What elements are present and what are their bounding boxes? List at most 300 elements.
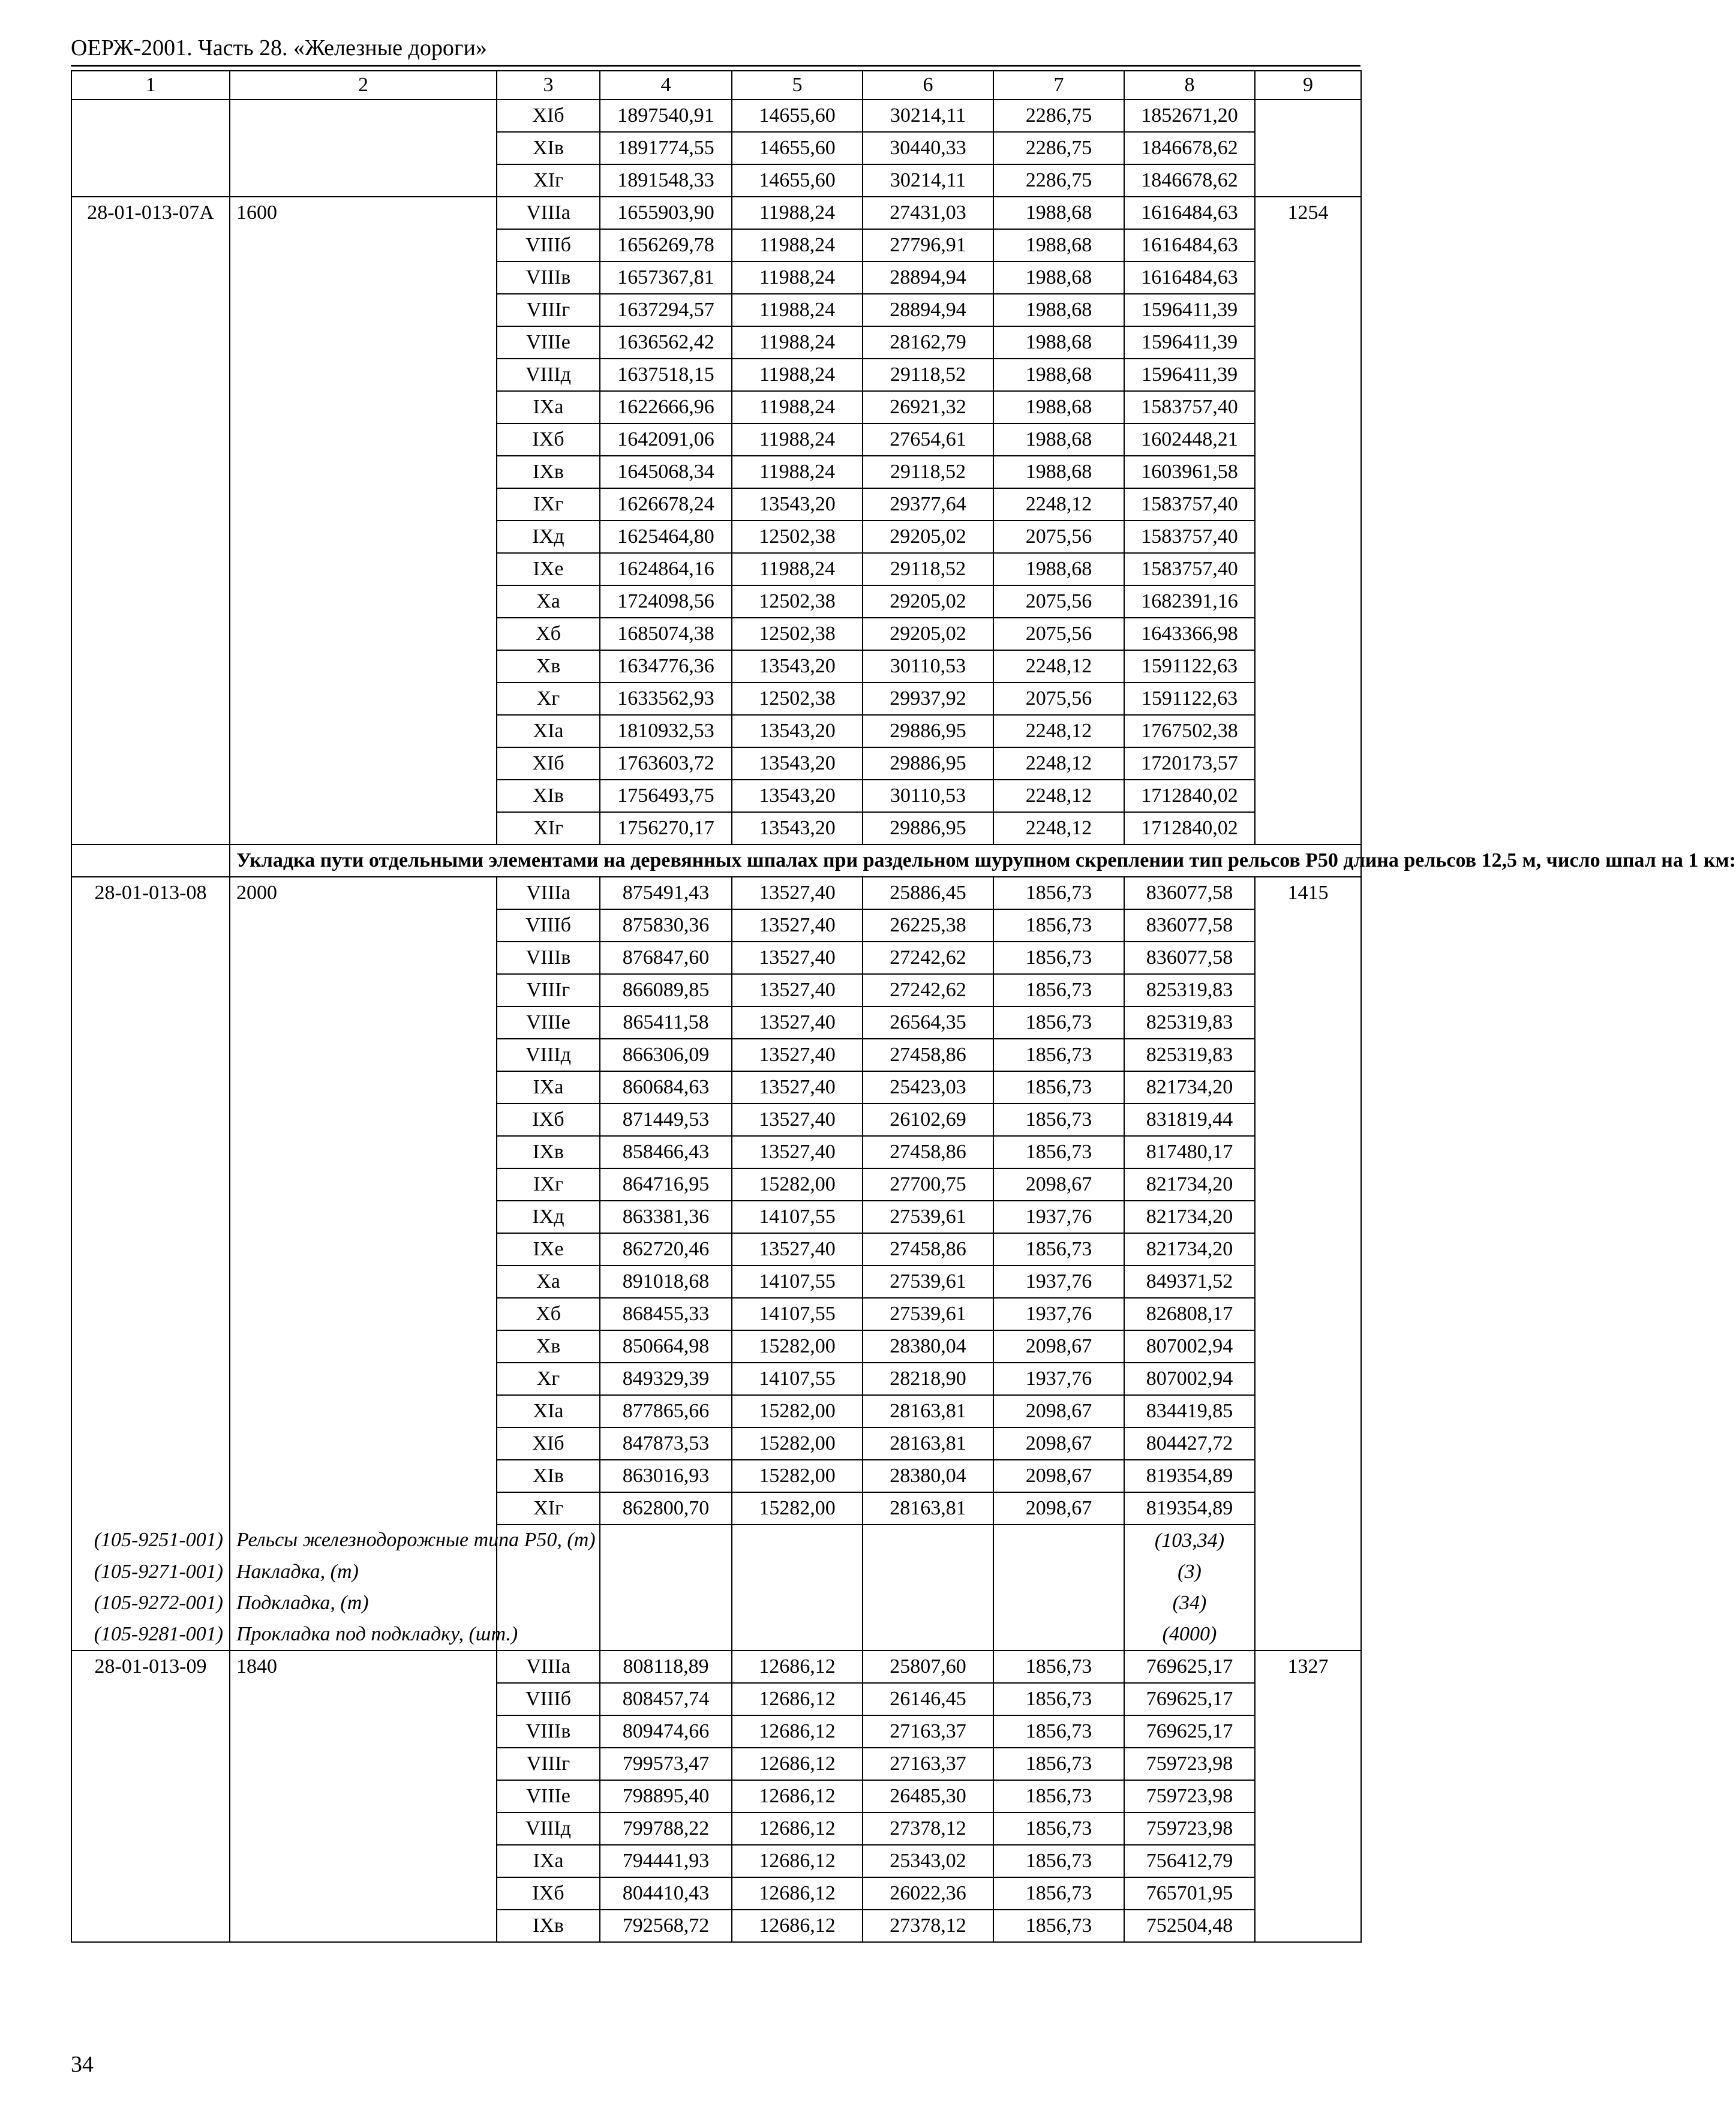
operator-wages: 1856,73 <box>993 1006 1124 1039</box>
table-row <box>71 585 1361 618</box>
labor-cost <box>1255 1492 1361 1525</box>
column-number-row <box>71 71 1361 100</box>
machine-cost: 30440,33 <box>863 132 993 164</box>
sleeper-count <box>230 262 497 294</box>
table-row <box>71 1651 1361 1683</box>
ballast-class: VIIIа <box>497 1651 600 1683</box>
sleeper-count <box>230 553 497 585</box>
wages: 12686,12 <box>732 1845 863 1877</box>
wages: 12686,12 <box>732 1780 863 1813</box>
machine-cost: 26921,32 <box>863 391 993 423</box>
ballast-class: XIг <box>497 1492 600 1525</box>
rate-code <box>71 1910 230 1942</box>
total-cost: 1636562,42 <box>600 326 732 359</box>
section-spacer <box>71 844 230 877</box>
wages: 12686,12 <box>732 1813 863 1845</box>
resource-name: Рельсы железнодорожные типа Р50, (т) <box>230 1525 497 1556</box>
operator-wages: 2098,67 <box>993 1427 1124 1460</box>
total-cost: 1891774,55 <box>600 132 732 164</box>
ballast-class: VIIIа <box>497 197 600 229</box>
total-cost: 875491,43 <box>600 877 732 909</box>
rate-code: 28-01-013-07А <box>71 197 230 229</box>
materials-cost: 825319,83 <box>1124 1039 1255 1071</box>
table-row <box>71 1715 1361 1748</box>
table-row <box>71 1104 1361 1136</box>
materials-cost: 769625,17 <box>1124 1651 1255 1683</box>
labor-cost <box>1255 1363 1361 1395</box>
table-row <box>71 1683 1361 1715</box>
materials-cost: 825319,83 <box>1124 974 1255 1006</box>
machine-cost: 27163,37 <box>863 1748 993 1780</box>
ballast-class: IXг <box>497 1168 600 1201</box>
materials-cost: 804427,72 <box>1124 1427 1255 1460</box>
rate-code <box>71 909 230 942</box>
total-cost: 808118,89 <box>600 1651 732 1683</box>
resource-value: (103,34) <box>1124 1525 1255 1556</box>
column-number: 1 <box>71 71 230 100</box>
ballast-class: XIв <box>497 1460 600 1492</box>
sleeper-count: 1840 <box>230 1651 497 1683</box>
sleeper-count <box>230 1780 497 1813</box>
materials-cost: 849371,52 <box>1124 1266 1255 1298</box>
ballast-class: XIб <box>497 1427 600 1460</box>
materials-cost: 834419,85 <box>1124 1395 1255 1427</box>
ballast-class: XIб <box>497 100 600 132</box>
total-cost: 862720,46 <box>600 1233 732 1266</box>
ballast-class: VIIIа <box>497 877 600 909</box>
materials-cost: 817480,17 <box>1124 1136 1255 1168</box>
total-cost: 864716,95 <box>600 1168 732 1201</box>
operator-wages: 1988,68 <box>993 326 1124 359</box>
wages: 13527,40 <box>732 1006 863 1039</box>
ballast-class: IXа <box>497 391 600 423</box>
table-row <box>71 1780 1361 1813</box>
empty-cell <box>732 1588 863 1619</box>
rate-code <box>71 1006 230 1039</box>
table-row <box>71 1298 1361 1330</box>
total-cost: 1897540,91 <box>600 100 732 132</box>
rate-code <box>71 1363 230 1395</box>
materials-cost: 836077,58 <box>1124 942 1255 974</box>
rate-code <box>71 812 230 844</box>
materials-cost: 1583757,40 <box>1124 521 1255 553</box>
empty-cell <box>497 1588 600 1619</box>
materials-cost: 1583757,40 <box>1124 488 1255 521</box>
operator-wages: 1856,73 <box>993 1233 1124 1266</box>
operator-wages: 2098,67 <box>993 1492 1124 1525</box>
total-cost: 847873,53 <box>600 1427 732 1460</box>
machine-cost: 28894,94 <box>863 294 993 326</box>
machine-cost: 29937,92 <box>863 683 993 715</box>
section-row <box>71 844 1361 877</box>
ballast-class: Xг <box>497 683 600 715</box>
table-row <box>71 553 1361 585</box>
materials-cost: 1852671,20 <box>1124 100 1255 132</box>
materials-cost: 769625,17 <box>1124 1715 1255 1748</box>
operator-wages: 2248,12 <box>993 747 1124 780</box>
operator-wages: 1988,68 <box>993 294 1124 326</box>
ballast-class: VIIIе <box>497 1006 600 1039</box>
rate-code <box>71 1877 230 1910</box>
labor-cost <box>1255 1813 1361 1845</box>
operator-wages: 1988,68 <box>993 229 1124 262</box>
total-cost: 858466,43 <box>600 1136 732 1168</box>
ballast-class: VIIIб <box>497 909 600 942</box>
labor-cost: 1415 <box>1255 877 1361 909</box>
wages: 11988,24 <box>732 456 863 488</box>
rate-code <box>71 456 230 488</box>
labor-cost <box>1255 747 1361 780</box>
materials-cost: 1602448,21 <box>1124 423 1255 456</box>
machine-cost: 29118,52 <box>863 359 993 391</box>
machine-cost: 27378,12 <box>863 1813 993 1845</box>
table-row <box>71 391 1361 423</box>
rate-code <box>71 1492 230 1525</box>
operator-wages: 1856,73 <box>993 1136 1124 1168</box>
operator-wages: 2075,56 <box>993 521 1124 553</box>
total-cost: 1756270,17 <box>600 812 732 844</box>
rate-code <box>71 1845 230 1877</box>
wages: 14655,60 <box>732 132 863 164</box>
machine-cost: 25423,03 <box>863 1071 993 1104</box>
section-title: Укладка пути отдельными элементами на деревянных шпалах при раздельном шурупном скреплении тип рельсов Р50 длина рельсов 12,5 м, число шпал на 1 км: <box>230 844 1361 877</box>
resource-name: Прокладка под подкладку, (шт.) <box>230 1619 497 1651</box>
ballast-class: XIг <box>497 812 600 844</box>
empty-cell <box>993 1588 1124 1619</box>
materials-cost: 1591122,63 <box>1124 650 1255 683</box>
materials-cost: 1767502,38 <box>1124 715 1255 747</box>
table-row <box>71 1330 1361 1363</box>
machine-cost: 29377,64 <box>863 488 993 521</box>
total-cost: 804410,43 <box>600 1877 732 1910</box>
wages: 12686,12 <box>732 1877 863 1910</box>
machine-cost: 27378,12 <box>863 1910 993 1942</box>
operator-wages: 1856,73 <box>993 1748 1124 1780</box>
operator-wages: 1937,76 <box>993 1201 1124 1233</box>
labor-cost <box>1255 1201 1361 1233</box>
total-cost: 863381,36 <box>600 1201 732 1233</box>
wages: 11988,24 <box>732 229 863 262</box>
table-row <box>71 1071 1361 1104</box>
materials-cost: 1682391,16 <box>1124 585 1255 618</box>
materials-cost: 765701,95 <box>1124 1877 1255 1910</box>
table-row <box>71 618 1361 650</box>
operator-wages: 2075,56 <box>993 618 1124 650</box>
sleeper-count <box>230 1395 497 1427</box>
total-cost: 1633562,93 <box>600 683 732 715</box>
rate-code <box>71 294 230 326</box>
resource-code: (105-9281-001) <box>71 1619 230 1651</box>
rate-code <box>71 780 230 812</box>
ballast-class: IXд <box>497 1201 600 1233</box>
rate-code <box>71 521 230 553</box>
operator-wages: 2098,67 <box>993 1460 1124 1492</box>
operator-wages: 2098,67 <box>993 1395 1124 1427</box>
resource-value: (3) <box>1124 1556 1255 1588</box>
sleeper-count <box>230 1845 497 1877</box>
rate-code <box>71 683 230 715</box>
wages: 12686,12 <box>732 1683 863 1715</box>
labor-cost: 1254 <box>1255 197 1361 229</box>
table-row <box>71 359 1361 391</box>
materials-cost: 759723,98 <box>1124 1813 1255 1845</box>
table-row <box>71 1006 1361 1039</box>
ballast-class: XIв <box>497 132 600 164</box>
machine-cost: 25343,02 <box>863 1845 993 1877</box>
operator-wages: 1856,73 <box>993 1780 1124 1813</box>
rate-code <box>71 1427 230 1460</box>
table-row <box>71 262 1361 294</box>
operator-wages: 1856,73 <box>993 1071 1124 1104</box>
empty-cell <box>1255 1556 1361 1588</box>
labor-cost <box>1255 1168 1361 1201</box>
machine-cost: 28163,81 <box>863 1395 993 1427</box>
labor-cost <box>1255 391 1361 423</box>
wages: 12502,38 <box>732 521 863 553</box>
sleeper-count <box>230 423 497 456</box>
rate-code <box>71 1104 230 1136</box>
table-row <box>71 229 1361 262</box>
page-number: 34 <box>71 2052 94 2077</box>
total-cost: 1655903,90 <box>600 197 732 229</box>
materials-cost: 1603961,58 <box>1124 456 1255 488</box>
materials-cost: 1596411,39 <box>1124 294 1255 326</box>
sleeper-count: 2000 <box>230 877 497 909</box>
machine-cost: 29205,02 <box>863 618 993 650</box>
total-cost: 849329,39 <box>600 1363 732 1395</box>
sleeper-count <box>230 585 497 618</box>
wages: 13527,40 <box>732 877 863 909</box>
sleeper-count <box>230 521 497 553</box>
operator-wages: 1856,73 <box>993 1715 1124 1748</box>
table-row <box>71 1877 1361 1910</box>
operator-wages: 1988,68 <box>993 456 1124 488</box>
operator-wages: 2098,67 <box>993 1168 1124 1201</box>
table-row <box>71 456 1361 488</box>
table-body <box>71 71 1736 1942</box>
resource-row <box>71 1525 1361 1556</box>
labor-cost <box>1255 1039 1361 1071</box>
machine-cost: 27539,61 <box>863 1266 993 1298</box>
wages: 15282,00 <box>732 1427 863 1460</box>
sleeper-count <box>230 618 497 650</box>
page-header-title: ОЕРЖ-2001. Часть 28. «Железные дороги» <box>71 35 487 61</box>
empty-cell <box>1255 1619 1361 1651</box>
wages: 13543,20 <box>732 488 863 521</box>
ballast-class: Xг <box>497 1363 600 1395</box>
operator-wages: 1937,76 <box>993 1363 1124 1395</box>
sleeper-count <box>230 1071 497 1104</box>
empty-cell <box>600 1525 732 1556</box>
sleeper-count <box>230 1039 497 1071</box>
operator-wages: 1988,68 <box>993 423 1124 456</box>
materials-cost: 831819,44 <box>1124 1104 1255 1136</box>
labor-cost <box>1255 1330 1361 1363</box>
machine-cost: 29118,52 <box>863 553 993 585</box>
wages: 15282,00 <box>732 1492 863 1525</box>
labor-cost <box>1255 1427 1361 1460</box>
materials-cost: 1643366,98 <box>1124 618 1255 650</box>
resource-code: (105-9272-001) <box>71 1588 230 1619</box>
table-row <box>71 780 1361 812</box>
wages: 13543,20 <box>732 812 863 844</box>
ballast-class: IXв <box>497 456 600 488</box>
total-cost: 792568,72 <box>600 1910 732 1942</box>
wages: 13543,20 <box>732 747 863 780</box>
total-cost: 1891548,33 <box>600 164 732 197</box>
operator-wages: 2248,12 <box>993 812 1124 844</box>
machine-cost: 27242,62 <box>863 974 993 1006</box>
empty-cell <box>863 1556 993 1588</box>
empty-cell <box>1255 1525 1361 1556</box>
operator-wages: 2098,67 <box>993 1330 1124 1363</box>
labor-cost <box>1255 164 1361 197</box>
wages: 12502,38 <box>732 683 863 715</box>
table-row <box>71 423 1361 456</box>
total-cost: 877865,66 <box>600 1395 732 1427</box>
table-row <box>71 488 1361 521</box>
column-number: 4 <box>600 71 732 100</box>
wages: 13543,20 <box>732 715 863 747</box>
table-row <box>71 1233 1361 1266</box>
operator-wages: 1856,73 <box>993 974 1124 1006</box>
ballast-class: VIIIб <box>497 1683 600 1715</box>
sleeper-count <box>230 683 497 715</box>
total-cost: 1637518,15 <box>600 359 732 391</box>
sleeper-count <box>230 1330 497 1363</box>
rate-code <box>71 585 230 618</box>
wages: 14107,55 <box>732 1298 863 1330</box>
wages: 14655,60 <box>732 164 863 197</box>
ballast-class: IXб <box>497 1104 600 1136</box>
table-row <box>71 683 1361 715</box>
sleeper-count <box>230 456 497 488</box>
sleeper-count <box>230 359 497 391</box>
total-cost: 808457,74 <box>600 1683 732 1715</box>
resource-code: (105-9251-001) <box>71 1525 230 1556</box>
sleeper-count <box>230 1363 497 1395</box>
sleeper-count <box>230 1104 497 1136</box>
materials-cost: 769625,17 <box>1124 1683 1255 1715</box>
ballast-class: XIв <box>497 780 600 812</box>
rate-code <box>71 747 230 780</box>
wages: 12502,38 <box>732 618 863 650</box>
resource-name: Накладка, (т) <box>230 1556 497 1588</box>
labor-cost <box>1255 1266 1361 1298</box>
operator-wages: 2075,56 <box>993 683 1124 715</box>
total-cost: 1637294,57 <box>600 294 732 326</box>
machine-cost: 28380,04 <box>863 1330 993 1363</box>
sleeper-count <box>230 1460 497 1492</box>
resource-code: (105-9271-001) <box>71 1556 230 1588</box>
resource-value: (4000) <box>1124 1619 1255 1651</box>
rate-code <box>71 1071 230 1104</box>
ballast-class: VIIIд <box>497 1039 600 1071</box>
table-row <box>71 521 1361 553</box>
ballast-class: XIб <box>497 747 600 780</box>
machine-cost: 25807,60 <box>863 1651 993 1683</box>
rate-code <box>71 1168 230 1201</box>
ballast-class: VIIIе <box>497 1780 600 1813</box>
wages: 12686,12 <box>732 1715 863 1748</box>
labor-cost <box>1255 1460 1361 1492</box>
total-cost: 794441,93 <box>600 1845 732 1877</box>
total-cost: 1622666,96 <box>600 391 732 423</box>
materials-cost: 807002,94 <box>1124 1363 1255 1395</box>
table-row <box>71 1492 1361 1525</box>
labor-cost <box>1255 456 1361 488</box>
machine-cost: 30110,53 <box>863 780 993 812</box>
machine-cost: 26225,38 <box>863 909 993 942</box>
table-row <box>71 909 1361 942</box>
ballast-class: XIа <box>497 1395 600 1427</box>
machine-cost: 28163,81 <box>863 1492 993 1525</box>
sleeper-count <box>230 942 497 974</box>
materials-cost: 819354,89 <box>1124 1492 1255 1525</box>
ballast-class: IXб <box>497 423 600 456</box>
table-row <box>71 942 1361 974</box>
sleeper-count <box>230 1298 497 1330</box>
total-cost: 862800,70 <box>600 1492 732 1525</box>
machine-cost: 27163,37 <box>863 1715 993 1748</box>
wages: 12502,38 <box>732 585 863 618</box>
total-cost: 1642091,06 <box>600 423 732 456</box>
sleeper-count <box>230 1910 497 1942</box>
ballast-class: VIIIд <box>497 359 600 391</box>
rate-code <box>71 715 230 747</box>
rate-code <box>71 1813 230 1845</box>
labor-cost <box>1255 1683 1361 1715</box>
operator-wages: 1856,73 <box>993 1813 1124 1845</box>
rate-code <box>71 423 230 456</box>
rate-code <box>71 1136 230 1168</box>
labor-cost <box>1255 1136 1361 1168</box>
labor-cost <box>1255 1104 1361 1136</box>
ballast-class: VIIIб <box>497 229 600 262</box>
sleeper-count <box>230 132 497 164</box>
table-row <box>71 1168 1361 1201</box>
rate-code <box>71 1039 230 1071</box>
ballast-class: IXд <box>497 521 600 553</box>
ballast-class: IXв <box>497 1136 600 1168</box>
wages: 11988,24 <box>732 553 863 585</box>
materials-cost: 821734,20 <box>1124 1071 1255 1104</box>
ballast-class: Xб <box>497 1298 600 1330</box>
ballast-class: XIа <box>497 715 600 747</box>
machine-cost: 28380,04 <box>863 1460 993 1492</box>
machine-cost: 27700,75 <box>863 1168 993 1201</box>
empty-cell <box>600 1588 732 1619</box>
empty-cell <box>1255 1588 1361 1619</box>
rate-code <box>71 1266 230 1298</box>
sleeper-count <box>230 780 497 812</box>
materials-cost: 1591122,63 <box>1124 683 1255 715</box>
wages: 11988,24 <box>732 359 863 391</box>
labor-cost <box>1255 812 1361 844</box>
table-row <box>71 974 1361 1006</box>
header-rule <box>71 65 1360 67</box>
ballast-class: IXб <box>497 1877 600 1910</box>
machine-cost: 27242,62 <box>863 942 993 974</box>
table-row <box>71 1460 1361 1492</box>
labor-cost <box>1255 974 1361 1006</box>
ballast-class: VIIIв <box>497 1715 600 1748</box>
operator-wages: 1937,76 <box>993 1266 1124 1298</box>
resource-name: Подкладка, (т) <box>230 1588 497 1619</box>
rate-code <box>71 100 230 132</box>
total-cost: 866306,09 <box>600 1039 732 1071</box>
sleeper-count <box>230 1683 497 1715</box>
